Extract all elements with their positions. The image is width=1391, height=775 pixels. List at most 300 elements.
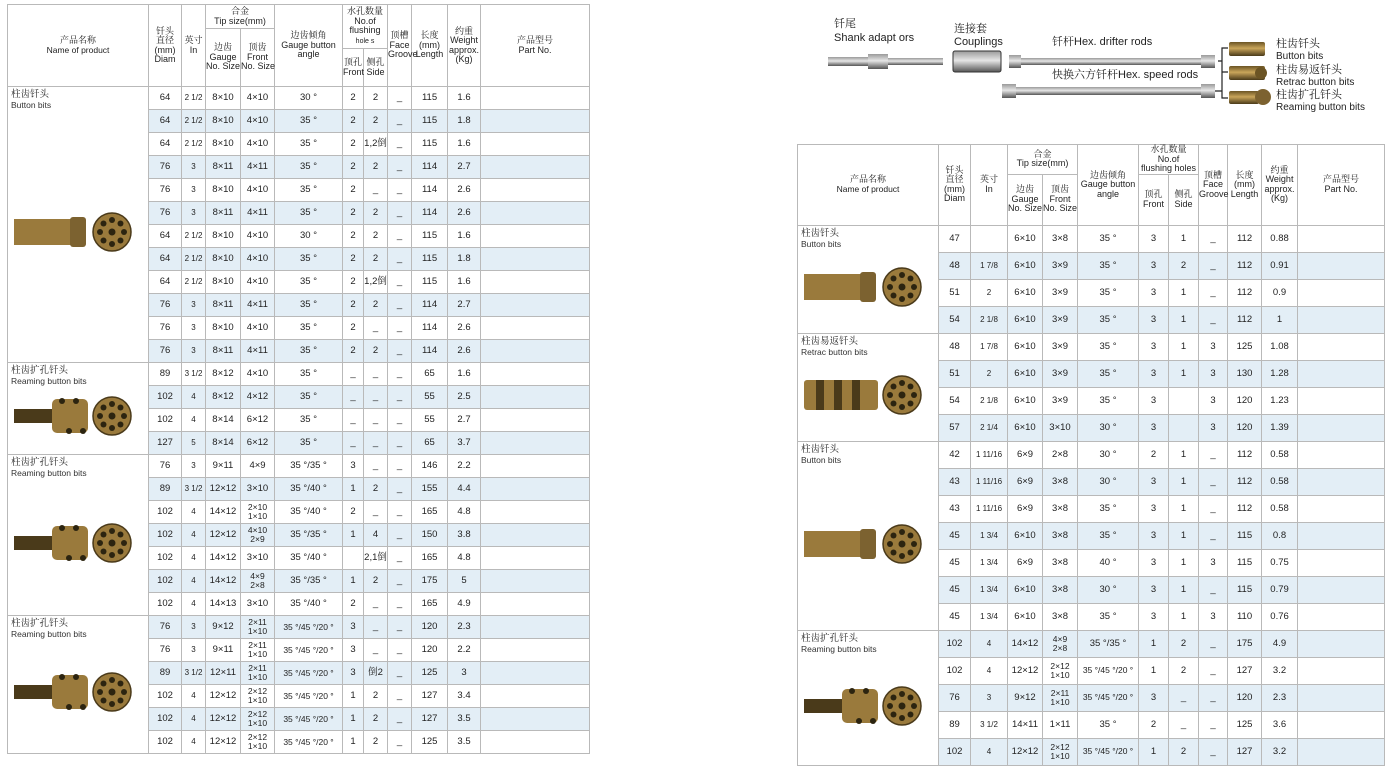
inch-cell: 1 3/4 xyxy=(971,603,1008,630)
header-face-groove: 顶槽 Face Groove xyxy=(388,5,412,87)
gauge-size-cell: 12×11 xyxy=(206,662,241,685)
table-row xyxy=(8,87,590,110)
diameter-cell: 54 xyxy=(939,387,971,414)
part-no-cell xyxy=(481,87,590,110)
flush-front-cell: _ xyxy=(343,386,364,409)
part-no-cell xyxy=(481,409,590,432)
part-no-cell xyxy=(481,478,590,501)
front-size-cell: 2×11 1×10 xyxy=(241,616,275,639)
part-no-cell xyxy=(481,731,590,754)
inch-cell: 3 1/2 xyxy=(182,478,206,501)
coupling-label-cn: 连接套 xyxy=(954,23,987,35)
gauge-size-cell: 8×11 xyxy=(206,294,241,317)
diameter-cell: 76 xyxy=(149,639,182,662)
gauge-angle-cell: 35 °/35 ° xyxy=(275,524,343,547)
face-groove-cell: _ xyxy=(388,432,412,455)
gauge-size-cell: 6×10 xyxy=(1008,603,1043,630)
inch-cell: 3 xyxy=(182,179,206,202)
front-size-cell: 3×8 xyxy=(1043,522,1078,549)
diameter-cell: 57 xyxy=(939,414,971,441)
face-groove-cell: _ xyxy=(388,524,412,547)
diameter-cell: 48 xyxy=(939,333,971,360)
flush-front-cell: 2 xyxy=(1139,711,1169,738)
length-cell: 112 xyxy=(1228,225,1262,252)
gauge-angle-cell: 30 ° xyxy=(1078,414,1139,441)
flush-front-cell: 2 xyxy=(343,87,364,110)
part-no-cell xyxy=(481,685,590,708)
header-gauge: 边齿 Gauge No. Size xyxy=(206,29,241,87)
table-row xyxy=(798,225,1385,252)
weight-cell: 4.8 xyxy=(448,547,481,570)
product-name-en: Button bits xyxy=(801,238,842,249)
weight-cell: 1.28 xyxy=(1262,360,1298,387)
product-name-cn: 柱齿易返钎头 xyxy=(801,335,859,347)
flush-front-cell: 3 xyxy=(1139,414,1169,441)
inch-cell: 2 1/2 xyxy=(182,133,206,156)
weight-cell: 2.6 xyxy=(448,202,481,225)
front-size-cell: 3×10 xyxy=(241,478,275,501)
header-flushing: 水孔数量 No.of flushing hole s xyxy=(343,5,388,49)
face-groove-cell: 3 xyxy=(1199,387,1228,414)
diameter-cell: 43 xyxy=(939,468,971,495)
weight-cell: 3.8 xyxy=(448,524,481,547)
part-no-cell xyxy=(1298,252,1385,279)
gauge-angle-cell: 35 °/40 ° xyxy=(275,501,343,524)
diameter-cell: 47 xyxy=(939,225,971,252)
length-cell: 127 xyxy=(412,685,448,708)
gauge-angle-cell: 35 ° xyxy=(1078,306,1139,333)
flush-side-cell: 倒2 xyxy=(364,662,388,685)
flush-side-cell: 2 xyxy=(364,248,388,271)
header-tip-size: 合金 Tip size(mm) xyxy=(206,5,275,29)
part-no-cell xyxy=(481,225,590,248)
front-size-cell: 3×9 xyxy=(1043,360,1078,387)
flush-front-cell: 1 xyxy=(343,478,364,501)
length-cell: 120 xyxy=(1228,414,1262,441)
flush-front-cell: 1 xyxy=(343,708,364,731)
flush-side-cell: 2 xyxy=(1169,630,1199,657)
length-cell: 114 xyxy=(412,294,448,317)
weight-cell: 4.9 xyxy=(448,593,481,616)
flush-side-cell: 1 xyxy=(1169,468,1199,495)
flush-front-cell: 3 xyxy=(1139,576,1169,603)
face-groove-cell: _ xyxy=(388,501,412,524)
weight-cell: 3.5 xyxy=(448,708,481,731)
face-groove-cell: 3 xyxy=(1199,603,1228,630)
length-cell: 165 xyxy=(412,593,448,616)
face-groove-cell: _ xyxy=(388,340,412,363)
face-groove-cell: _ xyxy=(1199,279,1228,306)
weight-cell: 1.6 xyxy=(448,133,481,156)
gauge-angle-cell: 35 °/45 °/20 ° xyxy=(275,731,343,754)
weight-cell: 5 xyxy=(448,570,481,593)
front-size-cell: 3×8 xyxy=(1043,576,1078,603)
weight-cell: 1.8 xyxy=(448,110,481,133)
gauge-size-cell: 14×13 xyxy=(206,593,241,616)
front-size-cell: 6×12 xyxy=(241,409,275,432)
gauge-size-cell: 8×10 xyxy=(206,248,241,271)
flush-side-cell: _ xyxy=(364,432,388,455)
header-weight: 约重 Weight approx. (Kg) xyxy=(1262,145,1298,226)
product-name-cn: 柱齿钎头 xyxy=(801,227,840,239)
face-groove-cell: _ xyxy=(1199,225,1228,252)
inch-cell: 3 xyxy=(182,639,206,662)
weight-cell: 1.8 xyxy=(448,248,481,271)
part-no-cell xyxy=(1298,414,1385,441)
length-cell: 165 xyxy=(412,547,448,570)
diameter-cell: 76 xyxy=(939,684,971,711)
face-groove-cell: _ xyxy=(1199,495,1228,522)
front-size-cell: 2×11 1×10 xyxy=(241,662,275,685)
length-cell: 115 xyxy=(412,248,448,271)
header-part-no: 产品型号 Part No. xyxy=(481,5,590,87)
header-front: 顶齿 Front No. Size xyxy=(1043,174,1078,225)
gauge-angle-cell: 35 °/45 °/20 ° xyxy=(275,639,343,662)
gauge-size-cell: 8×10 xyxy=(206,317,241,340)
gauge-angle-cell: 35 ° xyxy=(275,271,343,294)
diameter-cell: 76 xyxy=(149,340,182,363)
gauge-angle-cell: 30 ° xyxy=(275,225,343,248)
gauge-angle-cell: 35 ° xyxy=(1078,333,1139,360)
gauge-angle-cell: 30 ° xyxy=(1078,468,1139,495)
inch-cell: 3 xyxy=(971,684,1008,711)
front-size-cell: 4×10 xyxy=(241,87,275,110)
weight-cell: 2.6 xyxy=(448,340,481,363)
front-size-cell: 3×8 xyxy=(1043,603,1078,630)
product-name-en: Button bits xyxy=(801,454,842,465)
face-groove-cell: _ xyxy=(1199,738,1228,765)
length-cell: 127 xyxy=(1228,657,1262,684)
length-cell: 112 xyxy=(1228,468,1262,495)
header-gauge-angle: 边齿倾角 Gauge button angle xyxy=(275,5,343,87)
header-product: 产品名称 Name of product xyxy=(8,5,149,87)
part-no-cell xyxy=(1298,522,1385,549)
flush-front-cell: 1 xyxy=(343,731,364,754)
flush-front-cell: 3 xyxy=(343,455,364,478)
weight-cell: 3.2 xyxy=(1262,738,1298,765)
gauge-angle-cell: 35 ° xyxy=(1078,225,1139,252)
flush-front-cell: 1 xyxy=(343,685,364,708)
weight-cell: 1.6 xyxy=(448,271,481,294)
right-spec-table xyxy=(797,144,1385,766)
header-flushing: 水孔数量 No.of flushing holes xyxy=(1139,145,1199,175)
gauge-angle-cell: 35 ° xyxy=(1078,387,1139,414)
diameter-cell: 89 xyxy=(939,711,971,738)
gauge-size-cell: 9×12 xyxy=(206,616,241,639)
gauge-angle-cell: 35 ° xyxy=(275,317,343,340)
part-no-cell xyxy=(481,708,590,731)
face-groove-cell: _ xyxy=(1199,630,1228,657)
gauge-angle-cell: 30 ° xyxy=(1078,576,1139,603)
gauge-size-cell: 8×10 xyxy=(206,179,241,202)
flush-front-cell: 2 xyxy=(343,133,364,156)
length-cell: 114 xyxy=(412,202,448,225)
flush-side-cell: 1,2倒 xyxy=(364,133,388,156)
weight-cell: 0.58 xyxy=(1262,468,1298,495)
weight-cell: 4.9 xyxy=(1262,630,1298,657)
flush-side-cell: 2 xyxy=(364,731,388,754)
weight-cell: 2.5 xyxy=(448,386,481,409)
face-groove-cell: _ xyxy=(388,87,412,110)
diameter-cell: 89 xyxy=(149,478,182,501)
front-size-cell: 2×8 xyxy=(1043,441,1078,468)
part-no-cell xyxy=(1298,333,1385,360)
flush-front-cell: 1 xyxy=(1139,630,1169,657)
diameter-cell: 89 xyxy=(149,662,182,685)
front-size-cell: 4×10 xyxy=(241,110,275,133)
diameter-cell: 102 xyxy=(149,409,182,432)
weight-cell: 1.6 xyxy=(448,225,481,248)
weight-cell: 2.7 xyxy=(448,294,481,317)
weight-cell: 0.9 xyxy=(1262,279,1298,306)
flush-side-cell: 2 xyxy=(364,570,388,593)
front-size-cell: 6×12 xyxy=(241,432,275,455)
weight-cell: 0.58 xyxy=(1262,441,1298,468)
part-no-cell xyxy=(481,363,590,386)
face-groove-cell: 3 xyxy=(1199,414,1228,441)
length-cell: 55 xyxy=(412,409,448,432)
front-size-cell: 3×9 xyxy=(1043,252,1078,279)
length-cell: 112 xyxy=(1228,252,1262,279)
face-groove-cell: _ xyxy=(388,110,412,133)
part-no-cell xyxy=(1298,630,1385,657)
part-no-cell xyxy=(481,133,590,156)
flush-front-cell: 2 xyxy=(343,179,364,202)
part-no-cell xyxy=(481,547,590,570)
gauge-size-cell: 14×12 xyxy=(206,547,241,570)
part-no-cell xyxy=(1298,684,1385,711)
front-size-cell: 2×12 1×10 xyxy=(1043,738,1078,765)
length-cell: 112 xyxy=(1228,306,1262,333)
inch-cell: 3 xyxy=(182,616,206,639)
front-size-cell: 4×10 xyxy=(241,248,275,271)
gauge-angle-cell: 35 ° xyxy=(275,179,343,202)
inch-cell: 2 1/2 xyxy=(182,271,206,294)
face-groove-cell: _ xyxy=(388,363,412,386)
part-no-cell xyxy=(481,156,590,179)
gauge-angle-cell: 35 ° xyxy=(1078,711,1139,738)
front-size-cell: 3×8 xyxy=(1043,495,1078,522)
flush-side-cell: 2 xyxy=(1169,738,1199,765)
table-row xyxy=(798,333,1385,360)
product-name-en: Button bits xyxy=(11,100,52,110)
length-cell: 65 xyxy=(412,432,448,455)
header-gauge: 边齿 Gauge No. Size xyxy=(1008,174,1043,225)
weight-cell: 3.4 xyxy=(448,685,481,708)
part-no-cell xyxy=(481,179,590,202)
front-size-cell: 3×10 xyxy=(241,593,275,616)
flush-front-cell: _ xyxy=(343,432,364,455)
gauge-size-cell: 6×10 xyxy=(1008,576,1043,603)
flush-side-cell: _ xyxy=(364,317,388,340)
length-cell: 125 xyxy=(1228,333,1262,360)
inch-cell: 2 1/8 xyxy=(971,387,1008,414)
flush-side-cell: 2 xyxy=(364,685,388,708)
flush-front-cell: 2 xyxy=(343,248,364,271)
flush-side-cell: 2 xyxy=(364,225,388,248)
part-no-cell xyxy=(1298,576,1385,603)
front-size-cell: 4×10 xyxy=(241,179,275,202)
right-table-body xyxy=(798,225,1385,765)
diameter-cell: 64 xyxy=(149,87,182,110)
gauge-angle-cell: 35 ° xyxy=(275,363,343,386)
weight-cell: 2.3 xyxy=(448,616,481,639)
flush-front-cell: _ xyxy=(343,409,364,432)
face-groove-cell: _ xyxy=(388,294,412,317)
part-no-cell xyxy=(481,639,590,662)
flush-side-cell: 2 xyxy=(364,110,388,133)
front-size-cell: 4×10 xyxy=(241,317,275,340)
gauge-angle-cell: 35 ° xyxy=(275,202,343,225)
gauge-size-cell: 12×12 xyxy=(206,708,241,731)
weight-cell: 3.7 xyxy=(448,432,481,455)
flush-front-cell: 2 xyxy=(343,110,364,133)
weight-cell: 0.91 xyxy=(1262,252,1298,279)
flush-side-cell: 1,2倒 xyxy=(364,271,388,294)
gauge-size-cell: 14×12 xyxy=(1008,630,1043,657)
gauge-size-cell: 6×10 xyxy=(1008,279,1043,306)
part-no-cell xyxy=(481,662,590,685)
product-name-cn: 柱齿钎头 xyxy=(11,89,50,100)
diameter-cell: 48 xyxy=(939,252,971,279)
flush-side-cell: _ xyxy=(364,616,388,639)
header-flush-front: 顶孔 Front xyxy=(1139,174,1169,225)
flush-side-cell: 2 xyxy=(1169,252,1199,279)
diameter-cell: 64 xyxy=(149,110,182,133)
gauge-size-cell: 8×10 xyxy=(206,87,241,110)
flush-side-cell: _ xyxy=(364,639,388,662)
diameter-cell: 102 xyxy=(149,593,182,616)
front-size-cell: 3×9 xyxy=(1043,333,1078,360)
gauge-angle-cell: 35 ° xyxy=(275,110,343,133)
gauge-size-cell: 8×14 xyxy=(206,432,241,455)
front-size-cell: 4×11 xyxy=(241,340,275,363)
gauge-angle-cell: 35 ° xyxy=(1078,252,1139,279)
face-groove-cell: _ xyxy=(388,662,412,685)
face-groove-cell: _ xyxy=(1199,657,1228,684)
header-inch: 英寸 In xyxy=(182,5,206,87)
part-no-cell xyxy=(1298,711,1385,738)
gauge-angle-cell: 35 ° xyxy=(1078,522,1139,549)
front-size-cell: 4×9 xyxy=(241,455,275,478)
front-size-cell: 2×12 1×10 xyxy=(241,708,275,731)
diameter-cell: 42 xyxy=(939,441,971,468)
flush-front-cell xyxy=(343,547,364,570)
weight-cell: 2.3 xyxy=(1262,684,1298,711)
inch-cell: 4 xyxy=(182,708,206,731)
weight-cell: 0.76 xyxy=(1262,603,1298,630)
length-cell: 114 xyxy=(412,340,448,363)
part-no-cell xyxy=(1298,387,1385,414)
gauge-size-cell: 6×10 xyxy=(1008,252,1043,279)
product-name-cn: 柱齿扩孔钎头 xyxy=(11,618,69,629)
part-no-cell xyxy=(481,202,590,225)
flush-front-cell: 3 xyxy=(1139,603,1169,630)
header-weight: 约重 Weight approx. (Kg) xyxy=(448,5,481,87)
weight-cell: 3.6 xyxy=(1262,711,1298,738)
product-name-cn: 柱齿扩孔钎头 xyxy=(11,457,69,468)
face-groove-cell: _ xyxy=(388,547,412,570)
inch-cell: 4 xyxy=(182,386,206,409)
inch-cell: 2 1/4 xyxy=(971,414,1008,441)
weight-cell: 2.7 xyxy=(448,409,481,432)
weight-cell: 0.58 xyxy=(1262,495,1298,522)
diameter-cell: 45 xyxy=(939,522,971,549)
table-row xyxy=(798,441,1385,468)
inch-cell: 4 xyxy=(182,547,206,570)
inch-cell: 2 1/2 xyxy=(182,225,206,248)
gauge-angle-cell: 35 °/40 ° xyxy=(275,547,343,570)
gauge-size-cell: 12×12 xyxy=(206,524,241,547)
face-groove-cell: _ xyxy=(388,478,412,501)
face-groove-cell: _ xyxy=(388,179,412,202)
length-cell: 115 xyxy=(412,87,448,110)
part-no-cell xyxy=(481,340,590,363)
reaming-bits-label-cn: 柱齿扩孔钎头 xyxy=(1276,89,1342,101)
reaming-bit-image xyxy=(12,514,142,574)
part-no-cell xyxy=(1298,441,1385,468)
face-groove-cell: _ xyxy=(388,248,412,271)
front-size-cell: 4×11 xyxy=(241,202,275,225)
inch-cell: 5 xyxy=(182,432,206,455)
flush-front-cell: 3 xyxy=(1139,522,1169,549)
flush-side-cell: 2 xyxy=(364,340,388,363)
diameter-cell: 102 xyxy=(149,547,182,570)
diameter-cell: 89 xyxy=(149,363,182,386)
front-size-cell: 2×12 1×10 xyxy=(241,731,275,754)
flush-front-cell: 3 xyxy=(1139,306,1169,333)
face-groove-cell: _ xyxy=(388,133,412,156)
front-size-cell: 3×8 xyxy=(1043,468,1078,495)
weight-cell: 0.75 xyxy=(1262,549,1298,576)
part-no-cell xyxy=(1298,279,1385,306)
length-cell: 115 xyxy=(1228,522,1262,549)
flush-side-cell: 2 xyxy=(364,708,388,731)
length-cell: 165 xyxy=(412,501,448,524)
inch-cell: 4 xyxy=(182,731,206,754)
header-face-groove: 顶槽 Face Groove xyxy=(1199,145,1228,226)
header-flush-side: 侧孔 Side xyxy=(364,49,388,87)
length-cell: 175 xyxy=(1228,630,1262,657)
flush-front-cell: 2 xyxy=(343,340,364,363)
diameter-cell: 76 xyxy=(149,616,182,639)
face-groove-cell: _ xyxy=(1199,711,1228,738)
length-cell: 175 xyxy=(412,570,448,593)
flush-front-cell: _ xyxy=(343,363,364,386)
length-cell: 114 xyxy=(412,317,448,340)
flush-front-cell: 3 xyxy=(343,639,364,662)
reaming-bits-label-en: Reaming button bits xyxy=(1276,102,1365,113)
inch-cell: 1 11/16 xyxy=(971,495,1008,522)
product-name-en: Reaming button bits xyxy=(11,629,87,639)
length-cell: 110 xyxy=(1228,603,1262,630)
flush-front-cell: 2 xyxy=(343,156,364,179)
gauge-size-cell: 8×11 xyxy=(206,340,241,363)
front-size-cell: 4×10 xyxy=(241,225,275,248)
gauge-size-cell: 6×10 xyxy=(1008,522,1043,549)
diameter-cell: 102 xyxy=(939,738,971,765)
part-no-cell xyxy=(1298,360,1385,387)
product-name-en: Reaming button bits xyxy=(801,643,877,654)
weight-cell: 0.79 xyxy=(1262,576,1298,603)
flush-side-cell: 2 xyxy=(364,294,388,317)
length-cell: 65 xyxy=(412,363,448,386)
face-groove-cell: _ xyxy=(1199,441,1228,468)
gauge-angle-cell: 35 ° xyxy=(275,294,343,317)
diameter-cell: 64 xyxy=(149,248,182,271)
inch-cell: 4 xyxy=(182,501,206,524)
front-size-cell: 4×9 2×8 xyxy=(241,570,275,593)
